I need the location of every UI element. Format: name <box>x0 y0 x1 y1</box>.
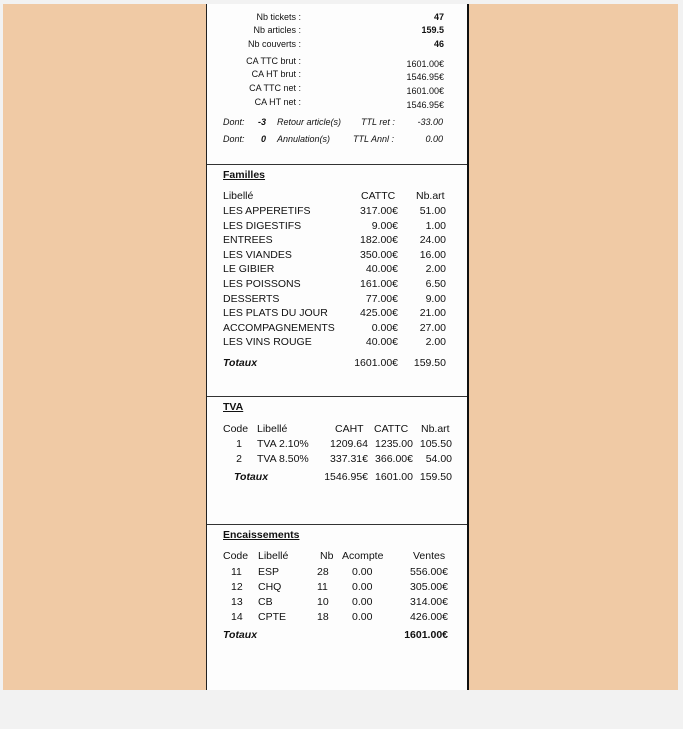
enc-row-acompte: 0.00 <box>352 596 373 608</box>
ca-label-ht-brut: CA HT brut : <box>251 69 301 79</box>
enc-col-libelle: Libellé <box>258 550 289 562</box>
dont-label-retour: Retour article(s) <box>277 117 342 127</box>
familles-row-nbart: 21.00 <box>419 307 446 320</box>
familles-col-libelle: Libellé <box>223 190 254 202</box>
ca-value-ht-brut: 1546.95€ <box>406 72 444 82</box>
tva-row-caht: 1209.64 <box>330 438 368 450</box>
familles-row-nbart: 24.00 <box>419 234 446 247</box>
enc-row-code: 12 <box>231 581 243 593</box>
familles-row-libelle: ENTREES <box>223 234 273 247</box>
familles-row-libelle: ACCOMPAGNEMENTS <box>223 321 335 334</box>
enc-row-libelle: CHQ <box>258 581 282 593</box>
ca-value-ht-net: 1546.95€ <box>406 100 444 110</box>
section-divider <box>207 164 467 165</box>
summary-value-tickets: 47 <box>433 12 444 22</box>
summary-value-couverts: 46 <box>433 39 444 49</box>
familles-row-libelle: LE GIBIER <box>223 263 275 276</box>
tva-totals-nbart: 159.50 <box>419 471 452 483</box>
tva-col-cattc: CATTC <box>374 423 409 435</box>
enc-row-ventes: 305.00€ <box>410 581 448 593</box>
enc-row-nb: 10 <box>317 596 329 608</box>
tva-col-caht: CAHT <box>335 423 364 435</box>
background-panel-left <box>3 4 206 690</box>
familles-col-nbart: Nb.art <box>416 190 445 202</box>
enc-row-ventes: 314.00€ <box>410 596 448 608</box>
familles-row-nbart: 1.00 <box>425 219 446 232</box>
familles-row-libelle: LES VIANDES <box>223 248 292 261</box>
dont-count-annulation: 0 <box>261 134 267 144</box>
tva-col-code: Code <box>223 423 249 435</box>
tva-row-libelle: TVA 2.10% <box>257 438 309 450</box>
section-divider <box>207 524 467 525</box>
tva-row-cattc: 1235.00 <box>375 438 413 450</box>
familles-row-cattc: 425.00€ <box>360 307 398 320</box>
tva-row-caht: 337.31€ <box>330 453 368 465</box>
familles-col-cattc: CATTC <box>361 190 396 202</box>
tva-col-nbart: Nb.art <box>421 423 450 435</box>
enc-row-acompte: 0.00 <box>352 566 373 578</box>
enc-row-nb: 11 <box>317 581 328 593</box>
familles-row-nbart: 2.00 <box>425 336 446 349</box>
enc-row-code: 11 <box>231 566 242 578</box>
summary-label-articles: Nb articles : <box>253 25 301 35</box>
enc-col-ventes: Ventes <box>413 550 446 562</box>
tva-row-nbart: 54.00 <box>425 453 452 465</box>
tva-totals-caht: 1546.95€ <box>324 471 368 483</box>
dont-prefix-retour: Dont: <box>223 117 245 127</box>
tva-row-nbart: 105.50 <box>419 438 452 450</box>
dont-ttl-value-retour: -33.00 <box>417 117 443 127</box>
familles-row-nbart: 6.50 <box>425 278 446 290</box>
enc-totals-label: Totaux <box>223 629 258 641</box>
tva-totals-cattc: 1601.00 <box>375 471 413 483</box>
familles-row-cattc: 182.00€ <box>360 234 398 247</box>
enc-row-nb: 28 <box>317 566 329 578</box>
familles-row-cattc: 40.00€ <box>365 263 398 276</box>
enc-row-code: 13 <box>231 596 243 608</box>
summary-label-couverts: Nb couverts : <box>247 39 301 49</box>
enc-col-code: Code <box>223 550 249 562</box>
dont-prefix-annulation: Dont: <box>223 134 245 144</box>
summary-value-articles: 159.5 <box>421 25 444 35</box>
familles-row-nbart: 16.00 <box>419 248 446 261</box>
dont-ttl-label-retour: TTL ret : <box>361 117 395 127</box>
dont-ttl-value-annulation: 0.00 <box>425 134 443 144</box>
enc-row-libelle: CPTE <box>258 611 287 623</box>
tva-row-code: 2 <box>236 453 242 465</box>
familles-row-cattc: 9.00€ <box>371 219 398 232</box>
familles-row-cattc: 40.00€ <box>365 336 398 349</box>
enc-row-code: 14 <box>231 611 243 623</box>
ca-value-ttc-net: 1601.00€ <box>406 86 444 96</box>
enc-col-nb: Nb <box>320 550 334 562</box>
tva-totals-label: Totaux <box>234 471 269 483</box>
receipt-ticket <box>206 4 469 690</box>
familles-row-cattc: 0.00€ <box>371 321 398 334</box>
tva-col-libelle: Libellé <box>257 423 288 435</box>
familles-row-nbart: 9.00 <box>425 292 446 305</box>
familles-totals-nbart: 159.50 <box>413 357 446 369</box>
enc-row-libelle: CB <box>258 596 273 608</box>
enc-col-acompte: Acompte <box>342 550 384 562</box>
familles-row-libelle: LES APPERETIFS <box>223 205 311 217</box>
familles-heading: Familles <box>223 169 266 181</box>
familles-row-nbart: 51.00 <box>419 205 446 217</box>
familles-row-nbart: 2.00 <box>425 263 446 276</box>
enc-row-ventes: 426.00€ <box>410 611 448 623</box>
familles-row-libelle: LES PLATS DU JOUR <box>223 307 328 320</box>
familles-row-libelle: LES VINS ROUGE <box>223 336 312 349</box>
enc-totals-ventes: 1601.00€ <box>404 629 448 641</box>
summary-label-tickets: Nb tickets : <box>256 12 301 22</box>
enc-row-ventes: 556.00€ <box>410 566 448 578</box>
tva-row-libelle: TVA 8.50% <box>257 453 309 465</box>
familles-row-nbart: 27.00 <box>419 321 446 334</box>
ca-label-ht-net: CA HT net : <box>254 97 301 107</box>
familles-row-libelle: LES POISSONS <box>223 278 301 290</box>
enc-row-acompte: 0.00 <box>352 611 373 623</box>
ca-value-ttc-brut: 1601.00€ <box>406 59 444 69</box>
background-panel-right <box>468 4 678 690</box>
enc-row-acompte: 0.00 <box>352 581 373 593</box>
dont-ttl-label-annulation: TTL Annl : <box>353 134 395 144</box>
familles-row-libelle: DESSERTS <box>223 292 280 305</box>
familles-row-cattc: 317.00€ <box>360 205 398 217</box>
dont-label-annulation: Annulation(s) <box>277 134 331 144</box>
familles-row-cattc: 161.00€ <box>360 278 398 290</box>
dont-count-retour: -3 <box>258 117 267 127</box>
familles-row-cattc: 350.00€ <box>360 248 398 261</box>
enc-row-nb: 18 <box>317 611 329 623</box>
section-divider <box>207 396 467 397</box>
familles-row-cattc: 77.00€ <box>365 292 398 305</box>
ca-label-ttc-net: CA TTC net : <box>249 83 301 93</box>
tva-heading: TVA <box>223 401 244 413</box>
familles-totals-cattc: 1601.00€ <box>354 357 398 369</box>
familles-totals-label: Totaux <box>223 357 258 369</box>
familles-row-libelle: LES DIGESTIFS <box>223 219 302 232</box>
ca-label-ttc-brut: CA TTC brut : <box>246 56 301 66</box>
enc-row-libelle: ESP <box>258 566 280 578</box>
tva-row-cattc: 366.00€ <box>375 453 413 465</box>
encaissements-heading: Encaissements <box>223 529 300 541</box>
tva-row-code: 1 <box>236 438 242 450</box>
